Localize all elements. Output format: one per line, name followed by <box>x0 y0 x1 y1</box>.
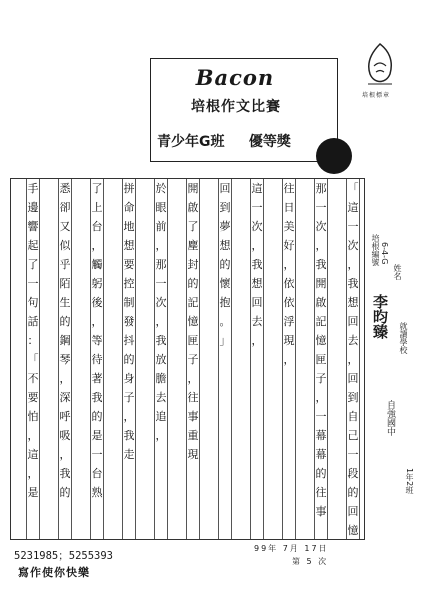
grid-cell: 是 <box>27 486 39 499</box>
grid-cell: 匣 <box>187 334 199 347</box>
grid-cell: 了 <box>91 182 103 195</box>
grid-cell: 前 <box>155 220 167 233</box>
grid-cell <box>186 483 200 502</box>
grid-cell: 句 <box>27 296 39 309</box>
grid-cell <box>218 426 232 445</box>
grid-cell <box>58 502 72 521</box>
grid-cell: 怕 <box>27 410 39 423</box>
grid-cell: 的 <box>187 277 199 290</box>
grid-cell <box>282 388 296 407</box>
grid-cell: 「 <box>27 353 39 366</box>
grid-cell <box>154 520 168 539</box>
grid-column <box>122 179 136 539</box>
grid-cell <box>58 521 72 540</box>
grid-cell <box>90 502 104 521</box>
grid-cell: 一 <box>315 410 327 423</box>
grid-cell: 台 <box>91 467 103 480</box>
grid-cell: 走 <box>123 448 135 461</box>
grid-cell: 記 <box>187 296 199 309</box>
grid-cell: 這 <box>251 182 263 195</box>
grid-cell: 次 <box>155 296 167 309</box>
grid-cell: 回 <box>219 182 231 195</box>
stamp-brand: Bacon <box>195 65 275 90</box>
grid-cell: ， <box>91 239 103 252</box>
grid-cell: 了 <box>187 220 199 233</box>
grid-cell <box>250 520 264 539</box>
school-label: 就讀學校 <box>399 322 408 354</box>
grid-cell: 抱 <box>219 296 231 309</box>
grid-cell: ， <box>27 429 39 442</box>
grid-cell <box>26 502 40 521</box>
grid-cell: 「 <box>347 182 359 195</box>
grid-cell: 發 <box>123 315 135 328</box>
grid-cell: ， <box>155 239 167 252</box>
grid-cell: 膽 <box>155 372 167 385</box>
grid-cell: 又 <box>59 220 71 233</box>
grid-cell: 邊 <box>27 201 39 214</box>
grid-cell <box>154 501 168 520</box>
grid-cell: ， <box>27 467 39 480</box>
grid-cell: ， <box>59 372 71 385</box>
grid-cell <box>282 426 296 445</box>
grid-cell <box>282 482 296 501</box>
badge-label: 培根標章 <box>362 92 391 99</box>
grid-cell: 回 <box>251 296 263 309</box>
grid-cell: ， <box>283 353 295 366</box>
grid-cell: 似 <box>59 239 71 252</box>
grid-cell <box>218 407 232 426</box>
grid-cell: 自 <box>347 410 359 423</box>
grid-cell <box>250 350 264 369</box>
grade-class: 1年2班 <box>405 468 414 495</box>
grid-cell: 於 <box>155 182 167 195</box>
grid-cell: 追 <box>155 410 167 423</box>
grid-cell: 回 <box>347 372 359 385</box>
grid-cell: 往 <box>283 182 295 195</box>
grid-cell: 憶 <box>315 334 327 347</box>
grid-cell: 懷 <box>219 277 231 290</box>
grid-cell: 依 <box>283 296 295 309</box>
grid-cell: 起 <box>27 239 39 252</box>
grid-cell: 憶 <box>347 524 359 537</box>
grid-cell: 呼 <box>59 410 71 423</box>
grid-cell <box>250 445 264 464</box>
grid-cell <box>282 501 296 520</box>
grid-cell <box>250 407 264 426</box>
grid-cell <box>282 369 296 388</box>
grid-cell: 子 <box>123 391 135 404</box>
grid-cell: ， <box>315 391 327 404</box>
grid-cell: 夢 <box>219 220 231 233</box>
grid-cell: 開 <box>187 182 199 195</box>
grid-cell: 的 <box>91 410 103 423</box>
grid-cell <box>218 463 232 482</box>
grid-cell: 的 <box>347 486 359 499</box>
grid-cell <box>186 520 200 539</box>
grid-cell: 往 <box>187 391 199 404</box>
slogan: 寫作使你快樂 <box>18 566 90 579</box>
grid-cell: 要 <box>27 391 39 404</box>
grid-cell: ， <box>123 410 135 423</box>
grid-cell <box>250 463 264 482</box>
grid-cell <box>282 407 296 426</box>
grid-cell <box>218 520 232 539</box>
grid-cell: 次 <box>347 239 359 252</box>
grid-cell: 封 <box>187 258 199 271</box>
grid-cell: 生 <box>59 296 71 309</box>
grid-cell: 憶 <box>187 315 199 328</box>
grid-cell: 美 <box>283 220 295 233</box>
grid-cell: 我 <box>155 334 167 347</box>
grid-cell: 陌 <box>59 277 71 290</box>
grid-cell: 去 <box>155 391 167 404</box>
grid-cell <box>250 369 264 388</box>
grid-cell <box>218 445 232 464</box>
grid-cell: ， <box>347 258 359 271</box>
name-label: 姓名 <box>393 264 402 280</box>
grid-cell <box>122 520 136 539</box>
grid-cell: 啟 <box>187 201 199 214</box>
grid-cell: 。 <box>219 315 231 328</box>
grid-cell: 己 <box>347 429 359 442</box>
school-name: 自強國中 <box>385 400 395 436</box>
grid-cell: 往 <box>315 486 327 499</box>
student-name: 李昀臻 <box>371 294 389 339</box>
grid-cell: 是 <box>91 429 103 442</box>
grid-cell: 一 <box>91 448 103 461</box>
grid-cell: 我 <box>123 429 135 442</box>
grid-column <box>186 179 200 539</box>
grid-cell: 眼 <box>155 201 167 214</box>
grid-cell <box>186 464 200 483</box>
grid-cell: 重 <box>187 429 199 442</box>
grid-cell: ， <box>347 353 359 366</box>
grid-cell: 塵 <box>187 239 199 252</box>
grid-cell: 想 <box>219 239 231 252</box>
phone-numbers: 5231985；5255393 <box>14 550 114 562</box>
grid-cell <box>26 521 40 540</box>
grid-cell: 想 <box>347 296 359 309</box>
grid-cell: 躬 <box>91 277 103 290</box>
award-stamp <box>150 58 338 162</box>
grid-cell: 子 <box>187 353 199 366</box>
grid-cell: 命 <box>123 201 135 214</box>
grid-cell: ， <box>251 334 263 347</box>
grid-cell: ， <box>155 429 167 442</box>
grid-cell <box>90 521 104 540</box>
grid-column <box>282 179 296 539</box>
grid-cell: 幕 <box>315 429 327 442</box>
grid-cell: 那 <box>315 182 327 195</box>
grid-cell: 卻 <box>59 201 71 214</box>
grid-cell: 一 <box>27 277 39 290</box>
grid-cell <box>154 483 168 502</box>
grid-cell <box>154 445 168 464</box>
serial-value: 6-4-G <box>380 242 389 265</box>
grid-cell: 制 <box>123 296 135 309</box>
bacon-badge-icon <box>360 40 400 92</box>
grid-cell: 回 <box>347 505 359 518</box>
grid-cell <box>218 369 232 388</box>
grid-cell: 開 <box>315 277 327 290</box>
grid-column <box>314 179 328 539</box>
grid-cell: 去 <box>251 315 263 328</box>
grid-cell <box>282 445 296 464</box>
grid-cell: 吸 <box>59 429 71 442</box>
grid-cell: 悉 <box>59 182 71 195</box>
grid-cell: 的 <box>59 315 71 328</box>
grid-cell: 去 <box>347 334 359 347</box>
grid-cell <box>186 502 200 521</box>
grid-cell: 一 <box>315 201 327 214</box>
grid-cell: 事 <box>315 505 327 518</box>
grid-cell: 想 <box>123 239 135 252</box>
stamp-award-line <box>157 131 291 151</box>
grid-cell: 後 <box>91 296 103 309</box>
grid-cell: 不 <box>27 372 39 385</box>
grid-cell: 那 <box>155 258 167 271</box>
stamp-subtitle: 培根作文比賽 <box>191 99 281 115</box>
essay-count: 第 5 次 <box>292 557 329 566</box>
grid-cell: 鋼 <box>59 334 71 347</box>
grid-cell: 這 <box>27 448 39 461</box>
grid-cell: 浮 <box>283 315 295 328</box>
grid-cell: ， <box>91 315 103 328</box>
grid-cell <box>250 501 264 520</box>
student-info <box>370 220 418 550</box>
grid-cell: 次 <box>251 220 263 233</box>
grid-cell: ， <box>187 372 199 385</box>
grid-cell <box>282 520 296 539</box>
grid-cell <box>218 388 232 407</box>
grid-cell: 待 <box>91 353 103 366</box>
grid-cell: 幕 <box>315 448 327 461</box>
grid-cell: ， <box>283 258 295 271</box>
grid-cell: 我 <box>347 277 359 290</box>
grid-cell: 啟 <box>315 296 327 309</box>
grid-cell: 了 <box>27 258 39 271</box>
grid-cell: 記 <box>315 315 327 328</box>
grid-cell: 的 <box>219 258 231 271</box>
grid-cell: 這 <box>347 201 359 214</box>
grid-cell: 子 <box>315 372 327 385</box>
grid-cell <box>218 501 232 520</box>
grid-cell: 的 <box>123 353 135 366</box>
grid-cell: 乎 <box>59 258 71 271</box>
grid-cell: 深 <box>59 391 71 404</box>
grid-column <box>250 179 264 539</box>
grid-cell: 響 <box>27 220 39 233</box>
essay-date: 99年 7月 17日 <box>254 544 329 553</box>
grid-cell: ， <box>315 239 327 252</box>
grid-cell: 一 <box>155 277 167 290</box>
grid-cell <box>250 388 264 407</box>
grid-cell: 現 <box>283 334 295 347</box>
grid-cell: 拼 <box>123 182 135 195</box>
grid-cell: 回 <box>347 315 359 328</box>
grid-cell: 依 <box>283 277 295 290</box>
black-seal-icon <box>316 138 352 174</box>
grid-cell <box>314 521 328 539</box>
grid-cell: ， <box>155 315 167 328</box>
grid-cell: 事 <box>187 410 199 423</box>
grid-cell <box>122 502 136 521</box>
grid-cell: 我 <box>91 391 103 404</box>
grid-cell: 琴 <box>59 353 71 366</box>
grid-cell <box>250 482 264 501</box>
grid-cell: ： <box>27 334 39 347</box>
grid-cell: 日 <box>283 201 295 214</box>
grid-column <box>218 179 232 539</box>
grid-cell: 觸 <box>91 258 103 271</box>
writing-grid <box>10 178 365 540</box>
grid-cell: 」 <box>219 334 231 347</box>
grid-cell <box>154 464 168 483</box>
grid-cell: 熟 <box>91 486 103 499</box>
grid-cell: ， <box>59 448 71 461</box>
stamp-class-label: 青少年G班 <box>157 134 225 150</box>
grid-cell <box>282 463 296 482</box>
grid-cell <box>122 483 136 502</box>
grid-cell: 想 <box>251 277 263 290</box>
grid-cell: 我 <box>59 467 71 480</box>
grid-cell: 上 <box>91 201 103 214</box>
grid-cell <box>218 482 232 501</box>
grid-cell: 到 <box>347 391 359 404</box>
grid-cell: 現 <box>187 448 199 461</box>
grid-cell <box>122 464 136 483</box>
grid-cell <box>250 426 264 445</box>
grid-cell: 段 <box>347 467 359 480</box>
grid-cell: 話 <box>27 315 39 328</box>
stamp-award-label: 優等獎 <box>248 134 291 150</box>
grid-cell: 一 <box>347 448 359 461</box>
grid-cell: ， <box>251 239 263 252</box>
grid-cell: 等 <box>91 334 103 347</box>
grid-cell: 著 <box>91 372 103 385</box>
grid-cell <box>218 350 232 369</box>
grid-cell: 匣 <box>315 353 327 366</box>
grid-cell: 抖 <box>123 334 135 347</box>
grid-cell: 手 <box>27 182 39 195</box>
grid-cell: 一 <box>251 201 263 214</box>
grid-cell: 地 <box>123 220 135 233</box>
grid-cell: 好 <box>283 239 295 252</box>
grid-cell: 要 <box>123 258 135 271</box>
grid-cell: 台 <box>91 220 103 233</box>
grid-cell: 一 <box>347 220 359 233</box>
grid-cell: 控 <box>123 277 135 290</box>
grid-column <box>346 179 360 539</box>
grid-cell: 的 <box>59 486 71 499</box>
grid-cell: 我 <box>251 258 263 271</box>
grid-column <box>90 179 104 539</box>
serial-label: 培根編號 <box>371 234 380 266</box>
grid-column <box>26 179 40 539</box>
grid-cell: 我 <box>315 258 327 271</box>
grid-column <box>58 179 72 539</box>
grid-cell: 放 <box>155 353 167 366</box>
grid-cell: 的 <box>315 467 327 480</box>
grid-cell: 次 <box>315 220 327 233</box>
grid-column <box>154 179 168 539</box>
grid-cell: 到 <box>219 201 231 214</box>
grid-cell: 身 <box>123 372 135 385</box>
